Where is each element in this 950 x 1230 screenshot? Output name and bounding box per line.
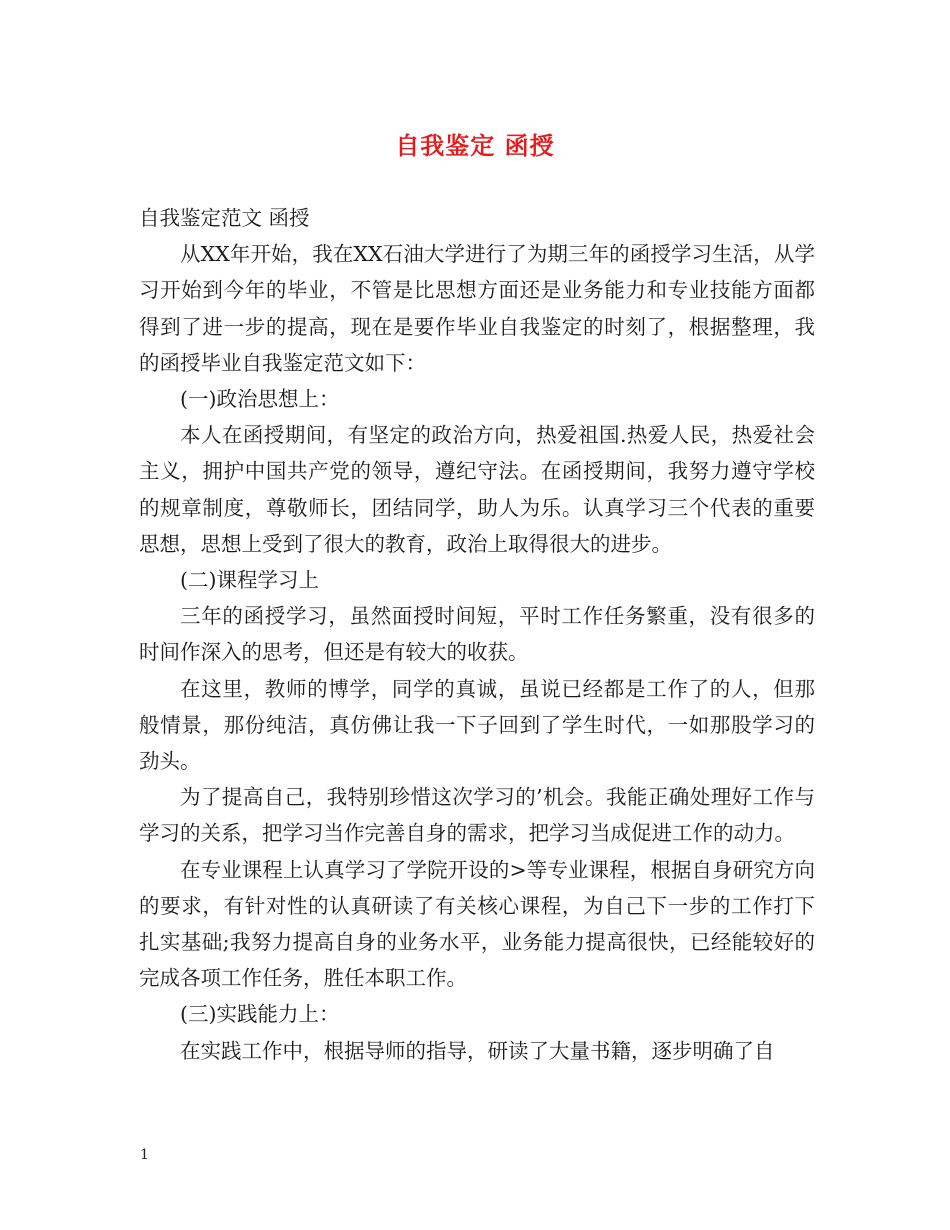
paragraph-courses-1: 三年的函授学习，虽然面授时间短，平时工作任务繁重，没有很多的时间作深入的思考，但还是有较大的收获。 [139,604,815,665]
paragraph-courses-2: 在这里，教师的博学，同学的真诚，虽说已经都是工作了的人，但那般情景，那份纯洁，真仿佛让我一下子回到了学生时代，一如那股学习的劲头。 [139,676,815,774]
paragraph-politics: 本人在函授期间，有坚定的政治方向，热爱祖国.热爱人民，热爱社会主义，拥护中国共产党的领导，遵纪守法。在函授期间，我努力遵守学校的规章制度，尊敬师长，团结同学，助人为乐。认真学习三个代表的重要思想，思想上受到了很大的教育，政治上取得很大的进步。 [139,423,815,556]
document-title: 自我鉴定 函授 [395,131,555,160]
section-heading-politics: (一)政治思想上： [180,387,340,412]
document-body [139,200,815,1069]
paragraph-intro: 从XX年开始，我在XX石油大学进行了为期三年的函授学习生活，从学习开始到今年的毕业，不管是比思想方面还是业务能力和专业技能方面都得到了进一步的提高，现在是要作毕业自我鉴定的时刻了，根据整理，我的函授毕业自我鉴定范文如下： [139,242,815,375]
paragraph-courses-3: 为了提高自己，我特别珍惜这次学习的’机会。我能正确处理好工作与学习的关系，把学习当作完善自身的需求，把学习当成促进工作的动力。 [139,785,815,846]
paragraph-subtitle: 自我鉴定范文 函授 [139,206,310,230]
paragraph-practice: 在实践工作中，根据导师的指导，研读了大量书籍，逐步明确了自 [180,1038,775,1063]
section-heading-practice: (三)实践能力上： [180,1002,340,1027]
paragraph-courses-4: 在专业课程上认真学习了学院开设的>等专业课程，根据自身研究方向的要求，有针对性的认真研读了有关核心课程，为自己下一步的工作打下扎实基础;我努力提高自身的业务水平，业务能力提高很快，已经能较好的完成各项工作任务，胜任本职工作。 [139,857,815,991]
page-number: 1 [140,1147,149,1163]
section-heading-courses: (二)课程学习上 [180,568,319,593]
